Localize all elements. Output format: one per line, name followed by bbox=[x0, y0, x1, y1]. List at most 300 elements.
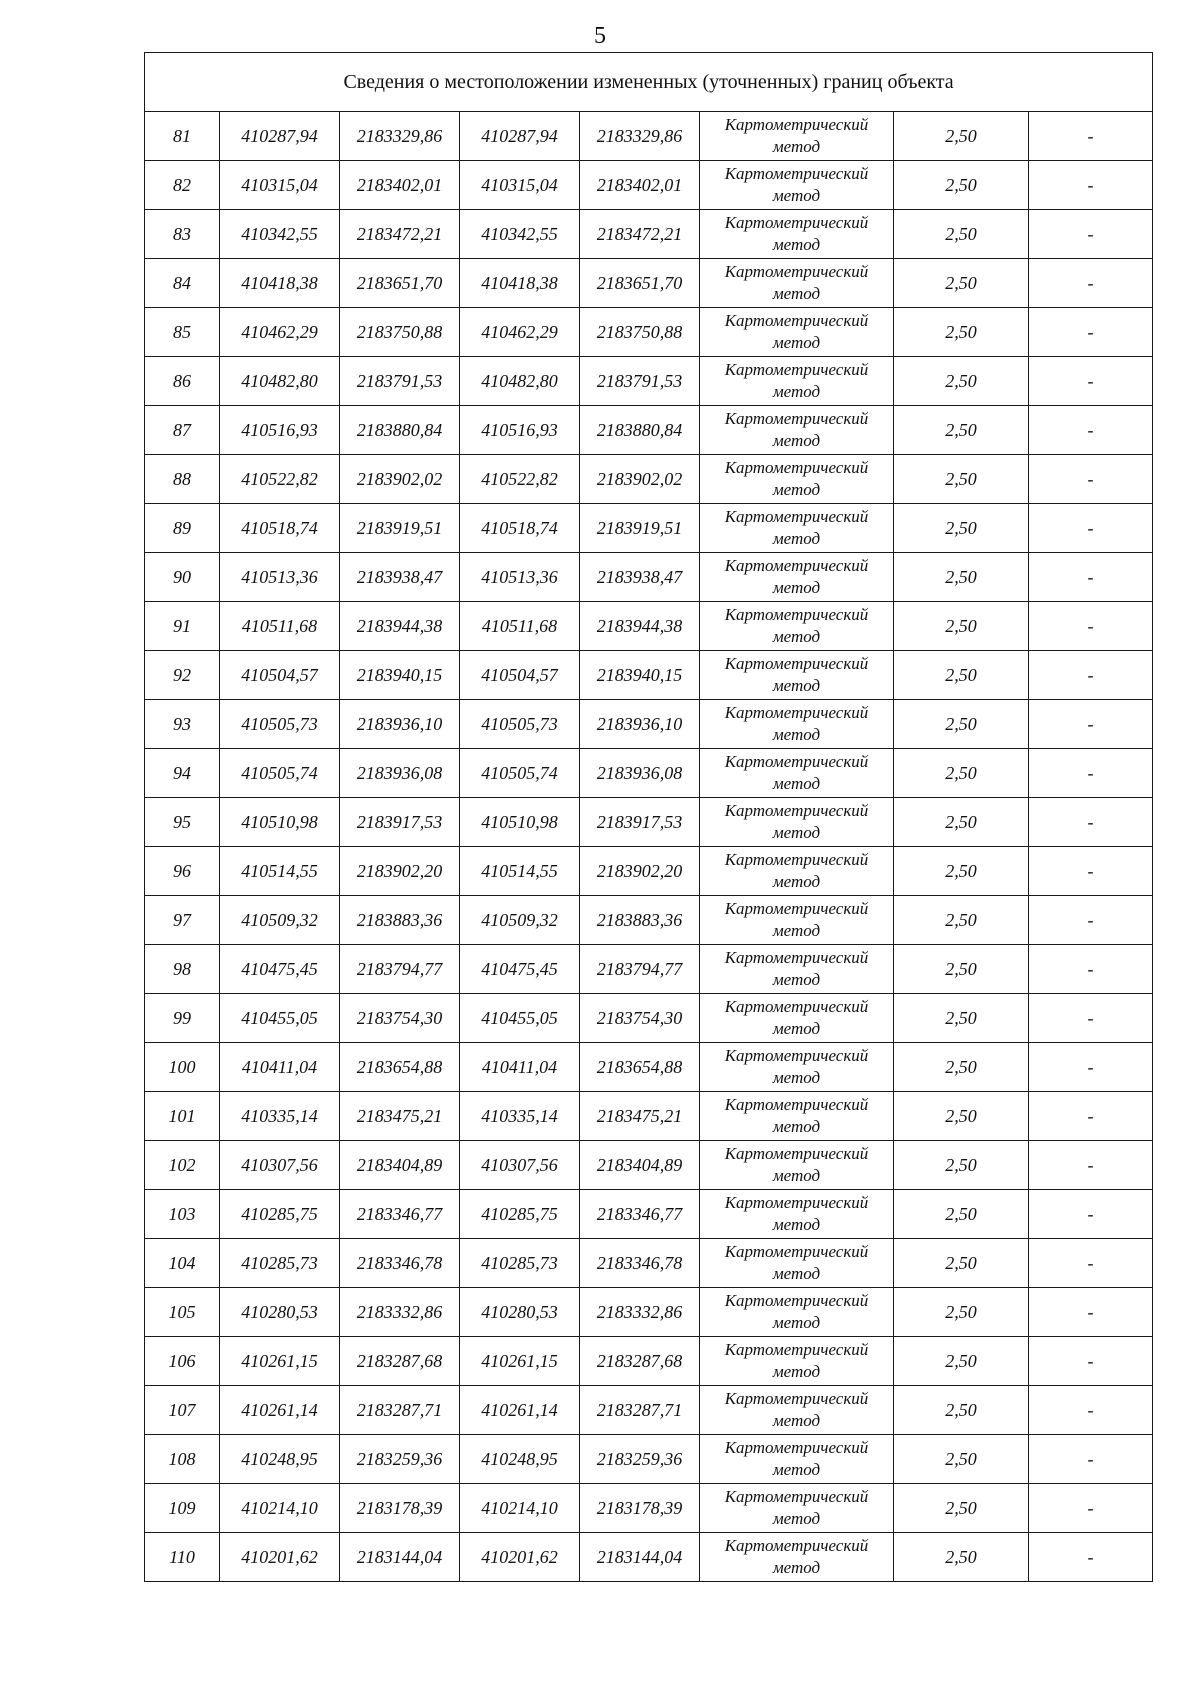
description-cell: - bbox=[1029, 357, 1153, 406]
y-existing-cell: 2183944,38 bbox=[340, 602, 460, 651]
method-line-1: Картометрический bbox=[724, 1095, 869, 1114]
y-refined-cell: 2183402,01 bbox=[580, 161, 700, 210]
x-refined-cell: 410482,80 bbox=[460, 357, 580, 406]
y-refined-cell: 2183404,89 bbox=[580, 1141, 700, 1190]
point-number-cell: 84 bbox=[145, 259, 220, 308]
method-cell bbox=[700, 1337, 894, 1386]
x-existing-cell: 410201,62 bbox=[220, 1533, 340, 1582]
point-number-cell: 89 bbox=[145, 504, 220, 553]
method-line-2: метод bbox=[772, 235, 821, 254]
point-number-cell: 101 bbox=[145, 1092, 220, 1141]
accuracy-cell: 2,50 bbox=[894, 1337, 1029, 1386]
x-existing-cell: 410307,56 bbox=[220, 1141, 340, 1190]
accuracy-cell: 2,50 bbox=[894, 1239, 1029, 1288]
table-row bbox=[145, 161, 1153, 210]
description-cell: - bbox=[1029, 847, 1153, 896]
x-refined-cell: 410522,82 bbox=[460, 455, 580, 504]
y-existing-cell: 2183917,53 bbox=[340, 798, 460, 847]
method-cell bbox=[700, 504, 894, 553]
point-number-cell: 92 bbox=[145, 651, 220, 700]
method-line-2: метод bbox=[772, 529, 821, 548]
method-cell bbox=[700, 749, 894, 798]
y-refined-cell: 2183883,36 bbox=[580, 896, 700, 945]
method-line-2: метод bbox=[772, 578, 821, 597]
y-existing-cell: 2183754,30 bbox=[340, 994, 460, 1043]
method-line-1: Картометрический bbox=[724, 262, 869, 281]
method-cell bbox=[700, 1386, 894, 1435]
x-existing-cell: 410504,57 bbox=[220, 651, 340, 700]
table-row bbox=[145, 602, 1153, 651]
method-cell bbox=[700, 210, 894, 259]
x-existing-cell: 410342,55 bbox=[220, 210, 340, 259]
point-number-cell: 99 bbox=[145, 994, 220, 1043]
method-cell bbox=[700, 1092, 894, 1141]
table-row bbox=[145, 1484, 1153, 1533]
table-title-row bbox=[145, 53, 1153, 112]
y-refined-cell: 2183651,70 bbox=[580, 259, 700, 308]
x-refined-cell: 410516,93 bbox=[460, 406, 580, 455]
method-line-1: Картометрический bbox=[724, 1438, 869, 1457]
method-line-1: Картометрический bbox=[724, 164, 869, 183]
accuracy-cell: 2,50 bbox=[894, 945, 1029, 994]
method-line-1: Картометрический bbox=[724, 948, 869, 967]
y-existing-cell: 2183936,10 bbox=[340, 700, 460, 749]
table-row bbox=[145, 357, 1153, 406]
y-refined-cell: 2183346,78 bbox=[580, 1239, 700, 1288]
y-refined-cell: 2183936,10 bbox=[580, 700, 700, 749]
y-refined-cell: 2183144,04 bbox=[580, 1533, 700, 1582]
method-line-1: Картометрический bbox=[724, 1144, 869, 1163]
y-existing-cell: 2183883,36 bbox=[340, 896, 460, 945]
table-title: Сведения о местоположении измененных (уточненных) границ объекта bbox=[145, 53, 1153, 112]
table-row bbox=[145, 1190, 1153, 1239]
point-number-cell: 106 bbox=[145, 1337, 220, 1386]
method-line-2: метод bbox=[772, 1558, 821, 1577]
description-cell: - bbox=[1029, 1288, 1153, 1337]
point-number-cell: 100 bbox=[145, 1043, 220, 1092]
method-cell bbox=[700, 1043, 894, 1092]
method-line-2: метод bbox=[772, 676, 821, 695]
y-refined-cell: 2183259,36 bbox=[580, 1435, 700, 1484]
y-existing-cell: 2183936,08 bbox=[340, 749, 460, 798]
table-row bbox=[145, 112, 1153, 161]
accuracy-cell: 2,50 bbox=[894, 1288, 1029, 1337]
point-number-cell: 82 bbox=[145, 161, 220, 210]
y-existing-cell: 2183346,77 bbox=[340, 1190, 460, 1239]
point-number-cell: 86 bbox=[145, 357, 220, 406]
x-refined-cell: 410214,10 bbox=[460, 1484, 580, 1533]
method-line-2: метод bbox=[772, 333, 821, 352]
description-cell: - bbox=[1029, 896, 1153, 945]
y-refined-cell: 2183654,88 bbox=[580, 1043, 700, 1092]
x-refined-cell: 410285,75 bbox=[460, 1190, 580, 1239]
table-row bbox=[145, 945, 1153, 994]
accuracy-cell: 2,50 bbox=[894, 1533, 1029, 1582]
description-cell: - bbox=[1029, 553, 1153, 602]
method-cell bbox=[700, 308, 894, 357]
x-existing-cell: 410516,93 bbox=[220, 406, 340, 455]
table-row bbox=[145, 1386, 1153, 1435]
method-line-2: метод bbox=[772, 627, 821, 646]
y-existing-cell: 2183902,20 bbox=[340, 847, 460, 896]
method-line-1: Картометрический bbox=[724, 360, 869, 379]
description-cell: - bbox=[1029, 602, 1153, 651]
method-line-2: метод bbox=[772, 823, 821, 842]
method-line-2: метод bbox=[772, 1019, 821, 1038]
y-refined-cell: 2183940,15 bbox=[580, 651, 700, 700]
x-refined-cell: 410287,94 bbox=[460, 112, 580, 161]
y-existing-cell: 2183902,02 bbox=[340, 455, 460, 504]
table-row bbox=[145, 896, 1153, 945]
y-refined-cell: 2183936,08 bbox=[580, 749, 700, 798]
x-existing-cell: 410482,80 bbox=[220, 357, 340, 406]
method-cell bbox=[700, 455, 894, 504]
method-line-1: Картометрический bbox=[724, 752, 869, 771]
point-number-cell: 87 bbox=[145, 406, 220, 455]
y-existing-cell: 2183475,21 bbox=[340, 1092, 460, 1141]
method-cell bbox=[700, 161, 894, 210]
method-cell bbox=[700, 112, 894, 161]
method-line-2: метод bbox=[772, 1215, 821, 1234]
method-line-2: метод bbox=[772, 1313, 821, 1332]
y-existing-cell: 2183472,21 bbox=[340, 210, 460, 259]
y-existing-cell: 2183402,01 bbox=[340, 161, 460, 210]
description-cell: - bbox=[1029, 161, 1153, 210]
point-number-cell: 104 bbox=[145, 1239, 220, 1288]
accuracy-cell: 2,50 bbox=[894, 357, 1029, 406]
y-existing-cell: 2183919,51 bbox=[340, 504, 460, 553]
x-existing-cell: 410287,94 bbox=[220, 112, 340, 161]
x-existing-cell: 410214,10 bbox=[220, 1484, 340, 1533]
x-refined-cell: 410280,53 bbox=[460, 1288, 580, 1337]
x-refined-cell: 410462,29 bbox=[460, 308, 580, 357]
x-refined-cell: 410511,68 bbox=[460, 602, 580, 651]
method-line-2: метод bbox=[772, 921, 821, 940]
x-existing-cell: 410248,95 bbox=[220, 1435, 340, 1484]
table-row bbox=[145, 455, 1153, 504]
point-number-cell: 88 bbox=[145, 455, 220, 504]
method-line-1: Картометрический bbox=[724, 409, 869, 428]
x-existing-cell: 410511,68 bbox=[220, 602, 340, 651]
method-line-1: Картометрический bbox=[724, 605, 869, 624]
point-number-cell: 93 bbox=[145, 700, 220, 749]
method-line-1: Картометрический bbox=[724, 654, 869, 673]
x-existing-cell: 410418,38 bbox=[220, 259, 340, 308]
x-existing-cell: 410509,32 bbox=[220, 896, 340, 945]
y-refined-cell: 2183472,21 bbox=[580, 210, 700, 259]
method-line-2: метод bbox=[772, 774, 821, 793]
method-cell bbox=[700, 700, 894, 749]
y-existing-cell: 2183178,39 bbox=[340, 1484, 460, 1533]
accuracy-cell: 2,50 bbox=[894, 994, 1029, 1043]
x-existing-cell: 410261,14 bbox=[220, 1386, 340, 1435]
point-number-cell: 94 bbox=[145, 749, 220, 798]
description-cell: - bbox=[1029, 1533, 1153, 1582]
y-refined-cell: 2183944,38 bbox=[580, 602, 700, 651]
table-row bbox=[145, 1288, 1153, 1337]
method-cell bbox=[700, 602, 894, 651]
accuracy-cell: 2,50 bbox=[894, 1386, 1029, 1435]
y-refined-cell: 2183178,39 bbox=[580, 1484, 700, 1533]
method-line-1: Картометрический bbox=[724, 1291, 869, 1310]
method-line-1: Картометрический bbox=[724, 1193, 869, 1212]
y-refined-cell: 2183346,77 bbox=[580, 1190, 700, 1239]
y-refined-cell: 2183332,86 bbox=[580, 1288, 700, 1337]
y-refined-cell: 2183329,86 bbox=[580, 112, 700, 161]
table-row bbox=[145, 210, 1153, 259]
description-cell: - bbox=[1029, 1484, 1153, 1533]
description-cell: - bbox=[1029, 1190, 1153, 1239]
point-number-cell: 110 bbox=[145, 1533, 220, 1582]
y-existing-cell: 2183940,15 bbox=[340, 651, 460, 700]
method-cell bbox=[700, 1141, 894, 1190]
table-row bbox=[145, 994, 1153, 1043]
table-row bbox=[145, 847, 1153, 896]
x-existing-cell: 410261,15 bbox=[220, 1337, 340, 1386]
method-line-2: метод bbox=[772, 1509, 821, 1528]
y-refined-cell: 2183794,77 bbox=[580, 945, 700, 994]
accuracy-cell: 2,50 bbox=[894, 553, 1029, 602]
y-refined-cell: 2183475,21 bbox=[580, 1092, 700, 1141]
x-existing-cell: 410475,45 bbox=[220, 945, 340, 994]
x-refined-cell: 410248,95 bbox=[460, 1435, 580, 1484]
method-line-2: метод bbox=[772, 1068, 821, 1087]
method-line-2: метод bbox=[772, 872, 821, 891]
x-existing-cell: 410315,04 bbox=[220, 161, 340, 210]
description-cell: - bbox=[1029, 308, 1153, 357]
point-number-cell: 109 bbox=[145, 1484, 220, 1533]
y-existing-cell: 2183750,88 bbox=[340, 308, 460, 357]
description-cell: - bbox=[1029, 1386, 1153, 1435]
description-cell: - bbox=[1029, 749, 1153, 798]
table-row bbox=[145, 1435, 1153, 1484]
x-existing-cell: 410285,75 bbox=[220, 1190, 340, 1239]
table-row bbox=[145, 259, 1153, 308]
accuracy-cell: 2,50 bbox=[894, 1190, 1029, 1239]
table-row bbox=[145, 1239, 1153, 1288]
table-row bbox=[145, 504, 1153, 553]
method-line-2: метод bbox=[772, 1117, 821, 1136]
y-refined-cell: 2183902,20 bbox=[580, 847, 700, 896]
method-cell bbox=[700, 357, 894, 406]
accuracy-cell: 2,50 bbox=[894, 112, 1029, 161]
y-refined-cell: 2183938,47 bbox=[580, 553, 700, 602]
method-line-2: метод bbox=[772, 382, 821, 401]
accuracy-cell: 2,50 bbox=[894, 259, 1029, 308]
x-refined-cell: 410335,14 bbox=[460, 1092, 580, 1141]
boundary-coordinates-table bbox=[144, 52, 1152, 1582]
method-line-2: метод bbox=[772, 1166, 821, 1185]
y-refined-cell: 2183791,53 bbox=[580, 357, 700, 406]
method-line-1: Картометрический bbox=[724, 1487, 869, 1506]
point-number-cell: 103 bbox=[145, 1190, 220, 1239]
x-refined-cell: 410504,57 bbox=[460, 651, 580, 700]
y-existing-cell: 2183794,77 bbox=[340, 945, 460, 994]
method-line-1: Картометрический bbox=[724, 311, 869, 330]
description-cell: - bbox=[1029, 651, 1153, 700]
x-existing-cell: 410518,74 bbox=[220, 504, 340, 553]
x-refined-cell: 410201,62 bbox=[460, 1533, 580, 1582]
method-line-2: метод bbox=[772, 431, 821, 450]
accuracy-cell: 2,50 bbox=[894, 1043, 1029, 1092]
method-cell bbox=[700, 651, 894, 700]
y-refined-cell: 2183754,30 bbox=[580, 994, 700, 1043]
x-refined-cell: 410510,98 bbox=[460, 798, 580, 847]
description-cell: - bbox=[1029, 1043, 1153, 1092]
table-row bbox=[145, 406, 1153, 455]
description-cell: - bbox=[1029, 798, 1153, 847]
x-refined-cell: 410505,74 bbox=[460, 749, 580, 798]
x-existing-cell: 410335,14 bbox=[220, 1092, 340, 1141]
accuracy-cell: 2,50 bbox=[894, 1092, 1029, 1141]
x-refined-cell: 410509,32 bbox=[460, 896, 580, 945]
method-line-2: метод bbox=[772, 970, 821, 989]
method-cell bbox=[700, 406, 894, 455]
accuracy-cell: 2,50 bbox=[894, 896, 1029, 945]
y-refined-cell: 2183880,84 bbox=[580, 406, 700, 455]
x-refined-cell: 410285,73 bbox=[460, 1239, 580, 1288]
y-existing-cell: 2183791,53 bbox=[340, 357, 460, 406]
point-number-cell: 107 bbox=[145, 1386, 220, 1435]
method-line-2: метод bbox=[772, 1264, 821, 1283]
y-existing-cell: 2183259,36 bbox=[340, 1435, 460, 1484]
y-existing-cell: 2183144,04 bbox=[340, 1533, 460, 1582]
x-existing-cell: 410280,53 bbox=[220, 1288, 340, 1337]
x-existing-cell: 410505,73 bbox=[220, 700, 340, 749]
x-existing-cell: 410505,74 bbox=[220, 749, 340, 798]
y-existing-cell: 2183287,68 bbox=[340, 1337, 460, 1386]
x-refined-cell: 410518,74 bbox=[460, 504, 580, 553]
method-line-1: Картометрический bbox=[724, 556, 869, 575]
method-line-1: Картометрический bbox=[724, 1389, 869, 1408]
method-line-1: Картометрический bbox=[724, 801, 869, 820]
point-number-cell: 81 bbox=[145, 112, 220, 161]
method-cell bbox=[700, 1435, 894, 1484]
accuracy-cell: 2,50 bbox=[894, 651, 1029, 700]
method-line-2: метод bbox=[772, 137, 821, 156]
method-line-2: метод bbox=[772, 1362, 821, 1381]
y-existing-cell: 2183938,47 bbox=[340, 553, 460, 602]
method-cell bbox=[700, 259, 894, 308]
x-existing-cell: 410514,55 bbox=[220, 847, 340, 896]
x-existing-cell: 410510,98 bbox=[220, 798, 340, 847]
x-existing-cell: 410411,04 bbox=[220, 1043, 340, 1092]
table-row bbox=[145, 749, 1153, 798]
accuracy-cell: 2,50 bbox=[894, 1435, 1029, 1484]
method-line-2: метод bbox=[772, 284, 821, 303]
table-row bbox=[145, 1141, 1153, 1190]
description-cell: - bbox=[1029, 1435, 1153, 1484]
method-cell bbox=[700, 553, 894, 602]
table-row bbox=[145, 1092, 1153, 1141]
method-line-1: Картометрический bbox=[724, 213, 869, 232]
method-line-1: Картометрический bbox=[724, 997, 869, 1016]
method-cell bbox=[700, 798, 894, 847]
accuracy-cell: 2,50 bbox=[894, 504, 1029, 553]
description-cell: - bbox=[1029, 994, 1153, 1043]
method-line-1: Картометрический bbox=[724, 1242, 869, 1261]
y-existing-cell: 2183287,71 bbox=[340, 1386, 460, 1435]
method-line-2: метод bbox=[772, 480, 821, 499]
description-cell: - bbox=[1029, 259, 1153, 308]
accuracy-cell: 2,50 bbox=[894, 749, 1029, 798]
description-cell: - bbox=[1029, 700, 1153, 749]
description-cell: - bbox=[1029, 1141, 1153, 1190]
method-line-1: Картометрический bbox=[724, 115, 869, 134]
x-refined-cell: 410307,56 bbox=[460, 1141, 580, 1190]
x-existing-cell: 410285,73 bbox=[220, 1239, 340, 1288]
point-number-cell: 98 bbox=[145, 945, 220, 994]
method-line-1: Картометрический bbox=[724, 1340, 869, 1359]
method-cell bbox=[700, 1190, 894, 1239]
point-number-cell: 85 bbox=[145, 308, 220, 357]
method-line-2: метод bbox=[772, 725, 821, 744]
point-number-cell: 108 bbox=[145, 1435, 220, 1484]
accuracy-cell: 2,50 bbox=[894, 406, 1029, 455]
x-refined-cell: 410475,45 bbox=[460, 945, 580, 994]
y-existing-cell: 2183404,89 bbox=[340, 1141, 460, 1190]
accuracy-cell: 2,50 bbox=[894, 455, 1029, 504]
y-refined-cell: 2183287,71 bbox=[580, 1386, 700, 1435]
description-cell: - bbox=[1029, 455, 1153, 504]
x-refined-cell: 410411,04 bbox=[460, 1043, 580, 1092]
point-number-cell: 97 bbox=[145, 896, 220, 945]
point-number-cell: 83 bbox=[145, 210, 220, 259]
y-existing-cell: 2183346,78 bbox=[340, 1239, 460, 1288]
x-refined-cell: 410261,15 bbox=[460, 1337, 580, 1386]
method-cell bbox=[700, 945, 894, 994]
x-existing-cell: 410455,05 bbox=[220, 994, 340, 1043]
method-cell bbox=[700, 1239, 894, 1288]
y-refined-cell: 2183919,51 bbox=[580, 504, 700, 553]
x-refined-cell: 410505,73 bbox=[460, 700, 580, 749]
y-existing-cell: 2183654,88 bbox=[340, 1043, 460, 1092]
table-row bbox=[145, 1337, 1153, 1386]
accuracy-cell: 2,50 bbox=[894, 1141, 1029, 1190]
point-number-cell: 95 bbox=[145, 798, 220, 847]
x-refined-cell: 410261,14 bbox=[460, 1386, 580, 1435]
description-cell: - bbox=[1029, 1092, 1153, 1141]
accuracy-cell: 2,50 bbox=[894, 602, 1029, 651]
description-cell: - bbox=[1029, 406, 1153, 455]
y-existing-cell: 2183651,70 bbox=[340, 259, 460, 308]
description-cell: - bbox=[1029, 112, 1153, 161]
point-number-cell: 96 bbox=[145, 847, 220, 896]
accuracy-cell: 2,50 bbox=[894, 1484, 1029, 1533]
page-number: 5 bbox=[594, 23, 606, 49]
method-line-2: метод bbox=[772, 186, 821, 205]
method-line-1: Картометрический bbox=[724, 1046, 869, 1065]
method-cell bbox=[700, 1288, 894, 1337]
method-line-1: Картометрический bbox=[724, 458, 869, 477]
method-line-1: Картометрический bbox=[724, 899, 869, 918]
accuracy-cell: 2,50 bbox=[894, 798, 1029, 847]
accuracy-cell: 2,50 bbox=[894, 161, 1029, 210]
point-number-cell: 91 bbox=[145, 602, 220, 651]
table-row bbox=[145, 553, 1153, 602]
y-existing-cell: 2183880,84 bbox=[340, 406, 460, 455]
accuracy-cell: 2,50 bbox=[894, 210, 1029, 259]
table-row bbox=[145, 700, 1153, 749]
description-cell: - bbox=[1029, 210, 1153, 259]
table-row bbox=[145, 1043, 1153, 1092]
y-refined-cell: 2183917,53 bbox=[580, 798, 700, 847]
method-cell bbox=[700, 994, 894, 1043]
y-refined-cell: 2183287,68 bbox=[580, 1337, 700, 1386]
x-refined-cell: 410418,38 bbox=[460, 259, 580, 308]
method-line-2: метод bbox=[772, 1460, 821, 1479]
x-refined-cell: 410513,36 bbox=[460, 553, 580, 602]
